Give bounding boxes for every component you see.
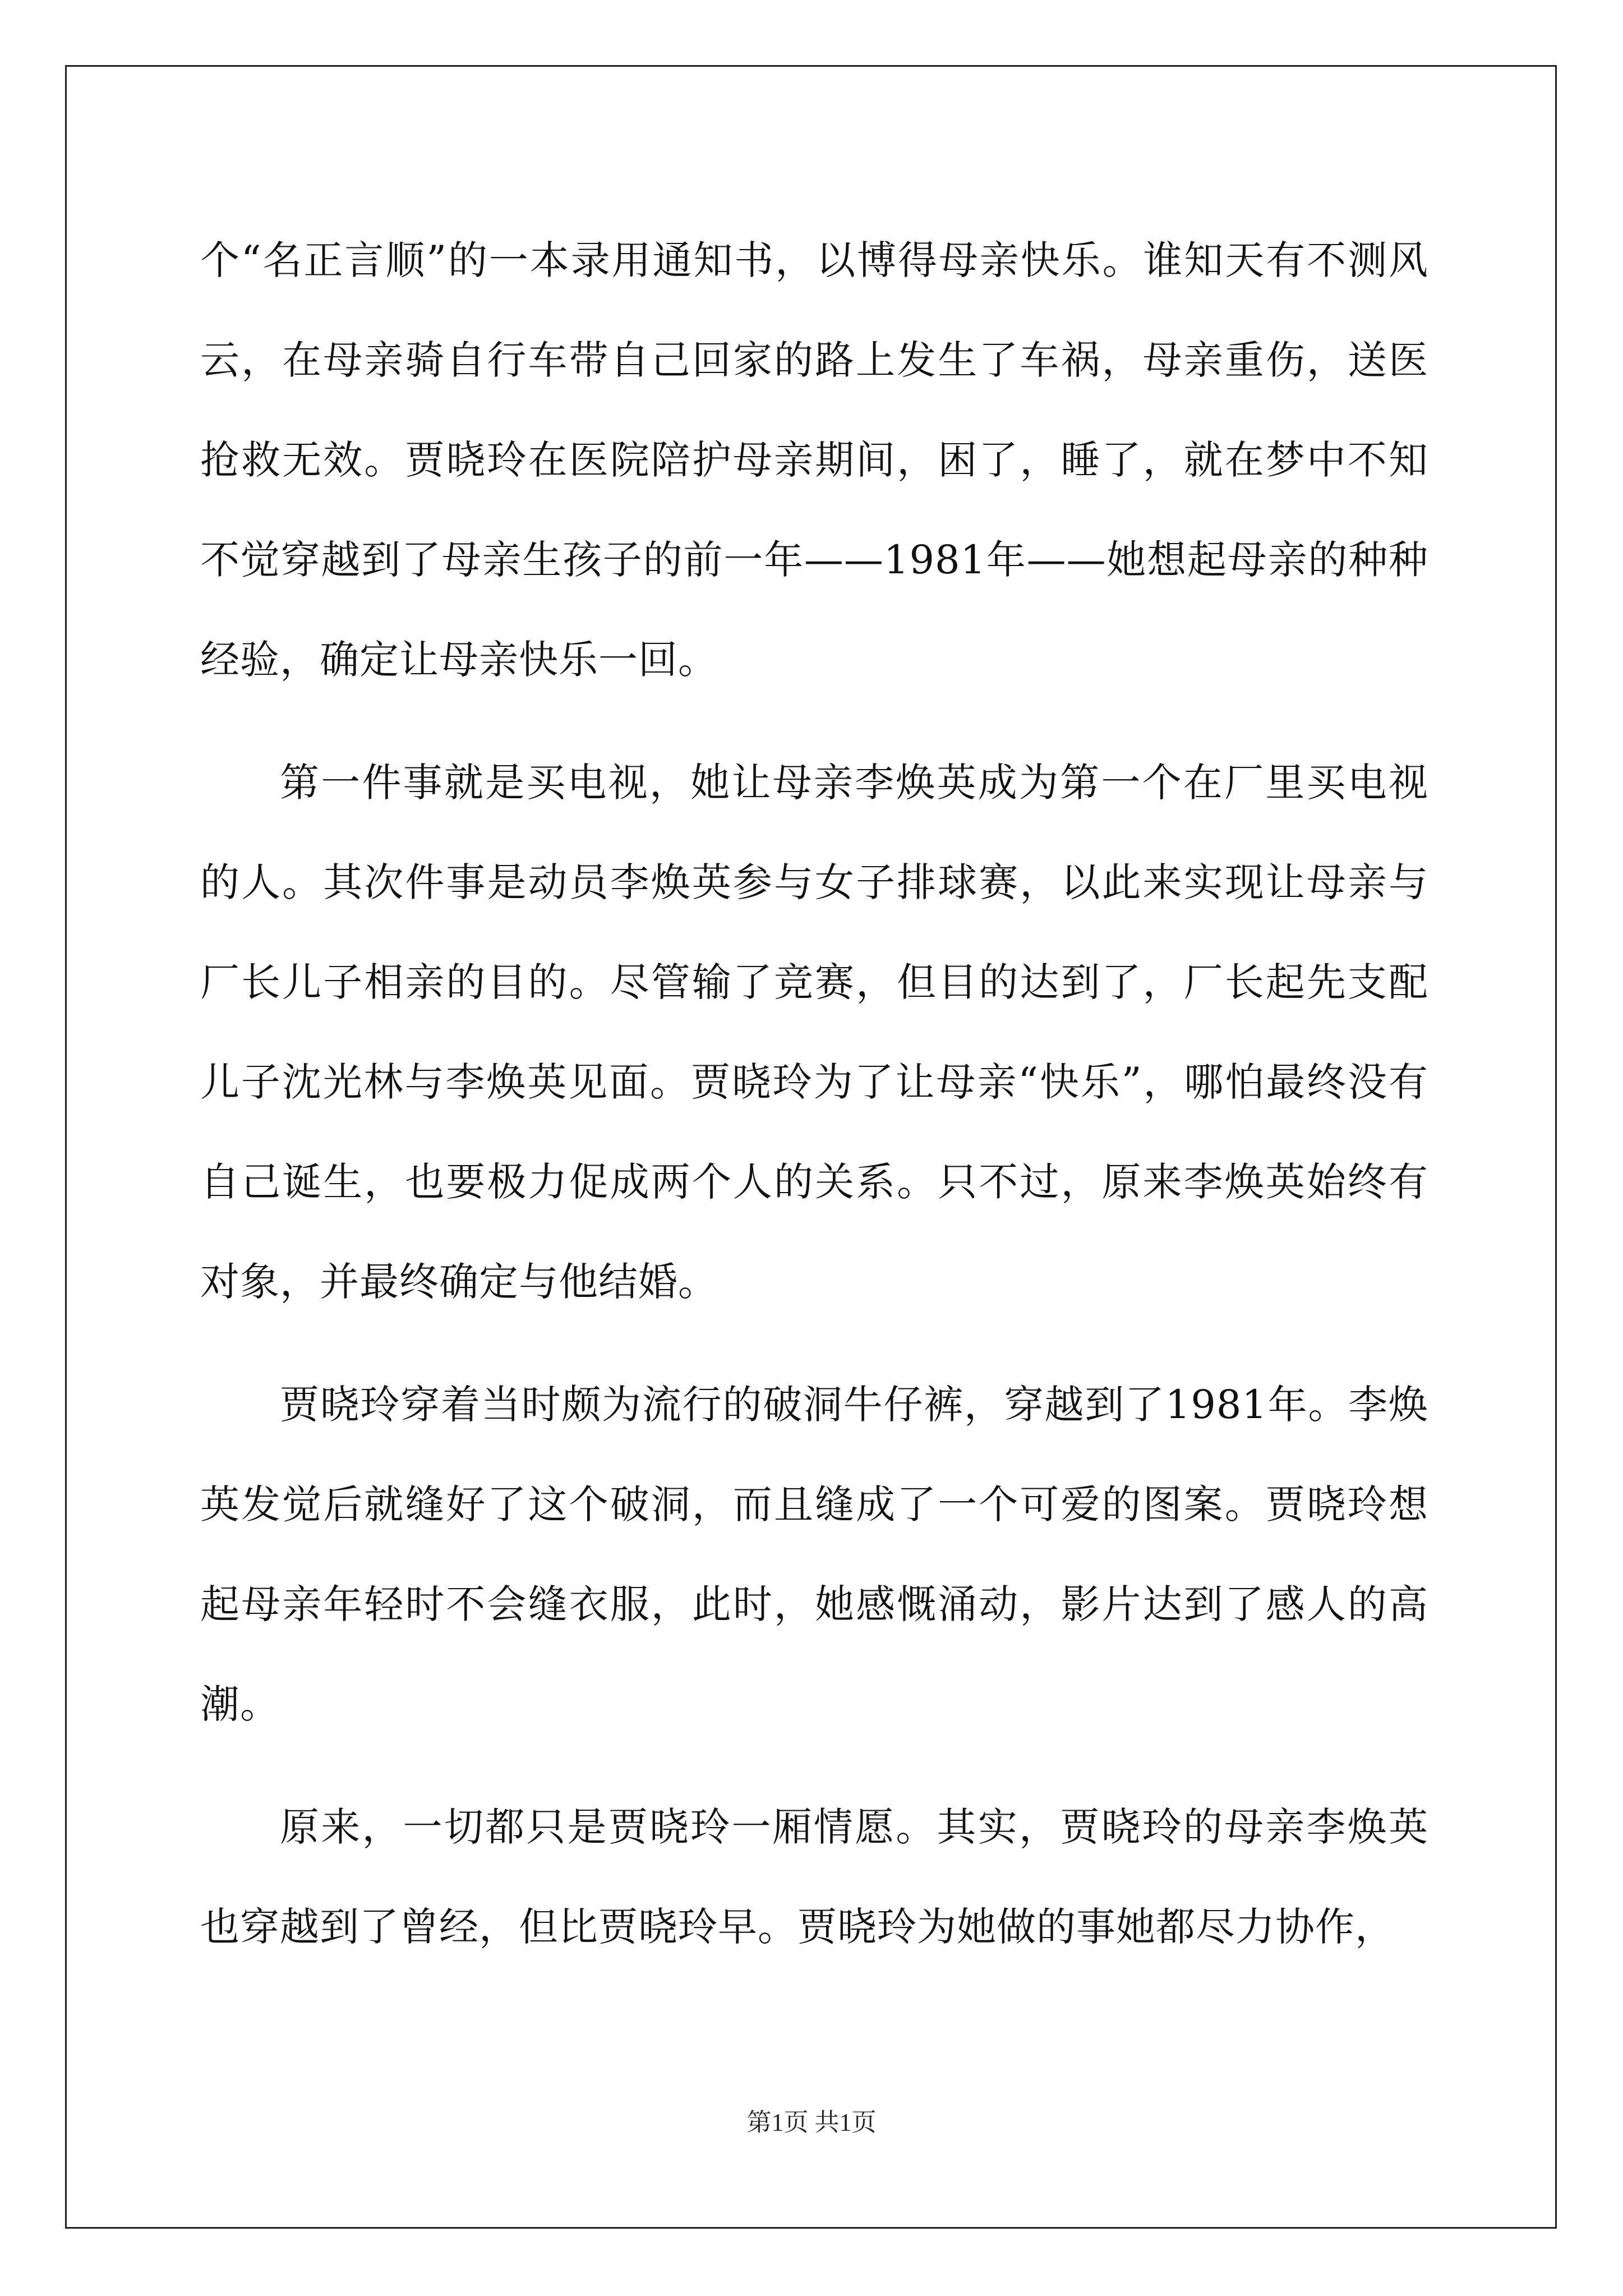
paragraph-2: 第一件事就是买电视，她让母亲李焕英成为第一个在厂里买电视的人。其次件事是动员李焕英参与女子排球赛，以此来实现让母亲与厂长儿子相亲的目的。尽管输了竞赛，但目的达到了，厂长起先支配儿子沈光林与李焕英见面。贾晓玲为了让母亲“快乐”，哪怕最终没有自己诞生，也要极力促成两个人的关系。只不过，原来李焕英始终有对象，并最终确定与他结婚。 xyxy=(200,760,1428,1305)
page-footer: 第1页 共1页 xyxy=(746,2109,877,2136)
document-body xyxy=(200,210,1428,2000)
paragraph-1: 个“名正言顺”的一本录用通知书，以博得母亲快乐。谁知天有不测风云，在母亲骑自行车带自己回家的路上发生了车祸，母亲重伤，送医抢救无效。贾晓玲在医院陪护母亲期间，困了，睡了，就在梦中不知不觉穿越到了母亲生孩子的前一年——1981年——她想起母亲的种种经验，确定让母亲快乐一回。 xyxy=(200,237,1428,683)
paragraph-3: 贾晓玲穿着当时颇为流行的破洞牛仔裤，穿越到了1981年。李焕英发觉后就缝好了这个破洞，而且缝成了一个可爱的图案。贾晓玲想起母亲年轻时不会缝衣服，此时，她感慨涌动，影片达到了感人的高潮。 xyxy=(200,1382,1428,1727)
paragraph-4: 原来，一切都只是贾晓玲一厢情愿。其实，贾晓玲的母亲李焕英也穿越到了曾经，但比贾晓玲早。贾晓玲为她做的事她都尽力协作， xyxy=(200,1804,1428,1950)
